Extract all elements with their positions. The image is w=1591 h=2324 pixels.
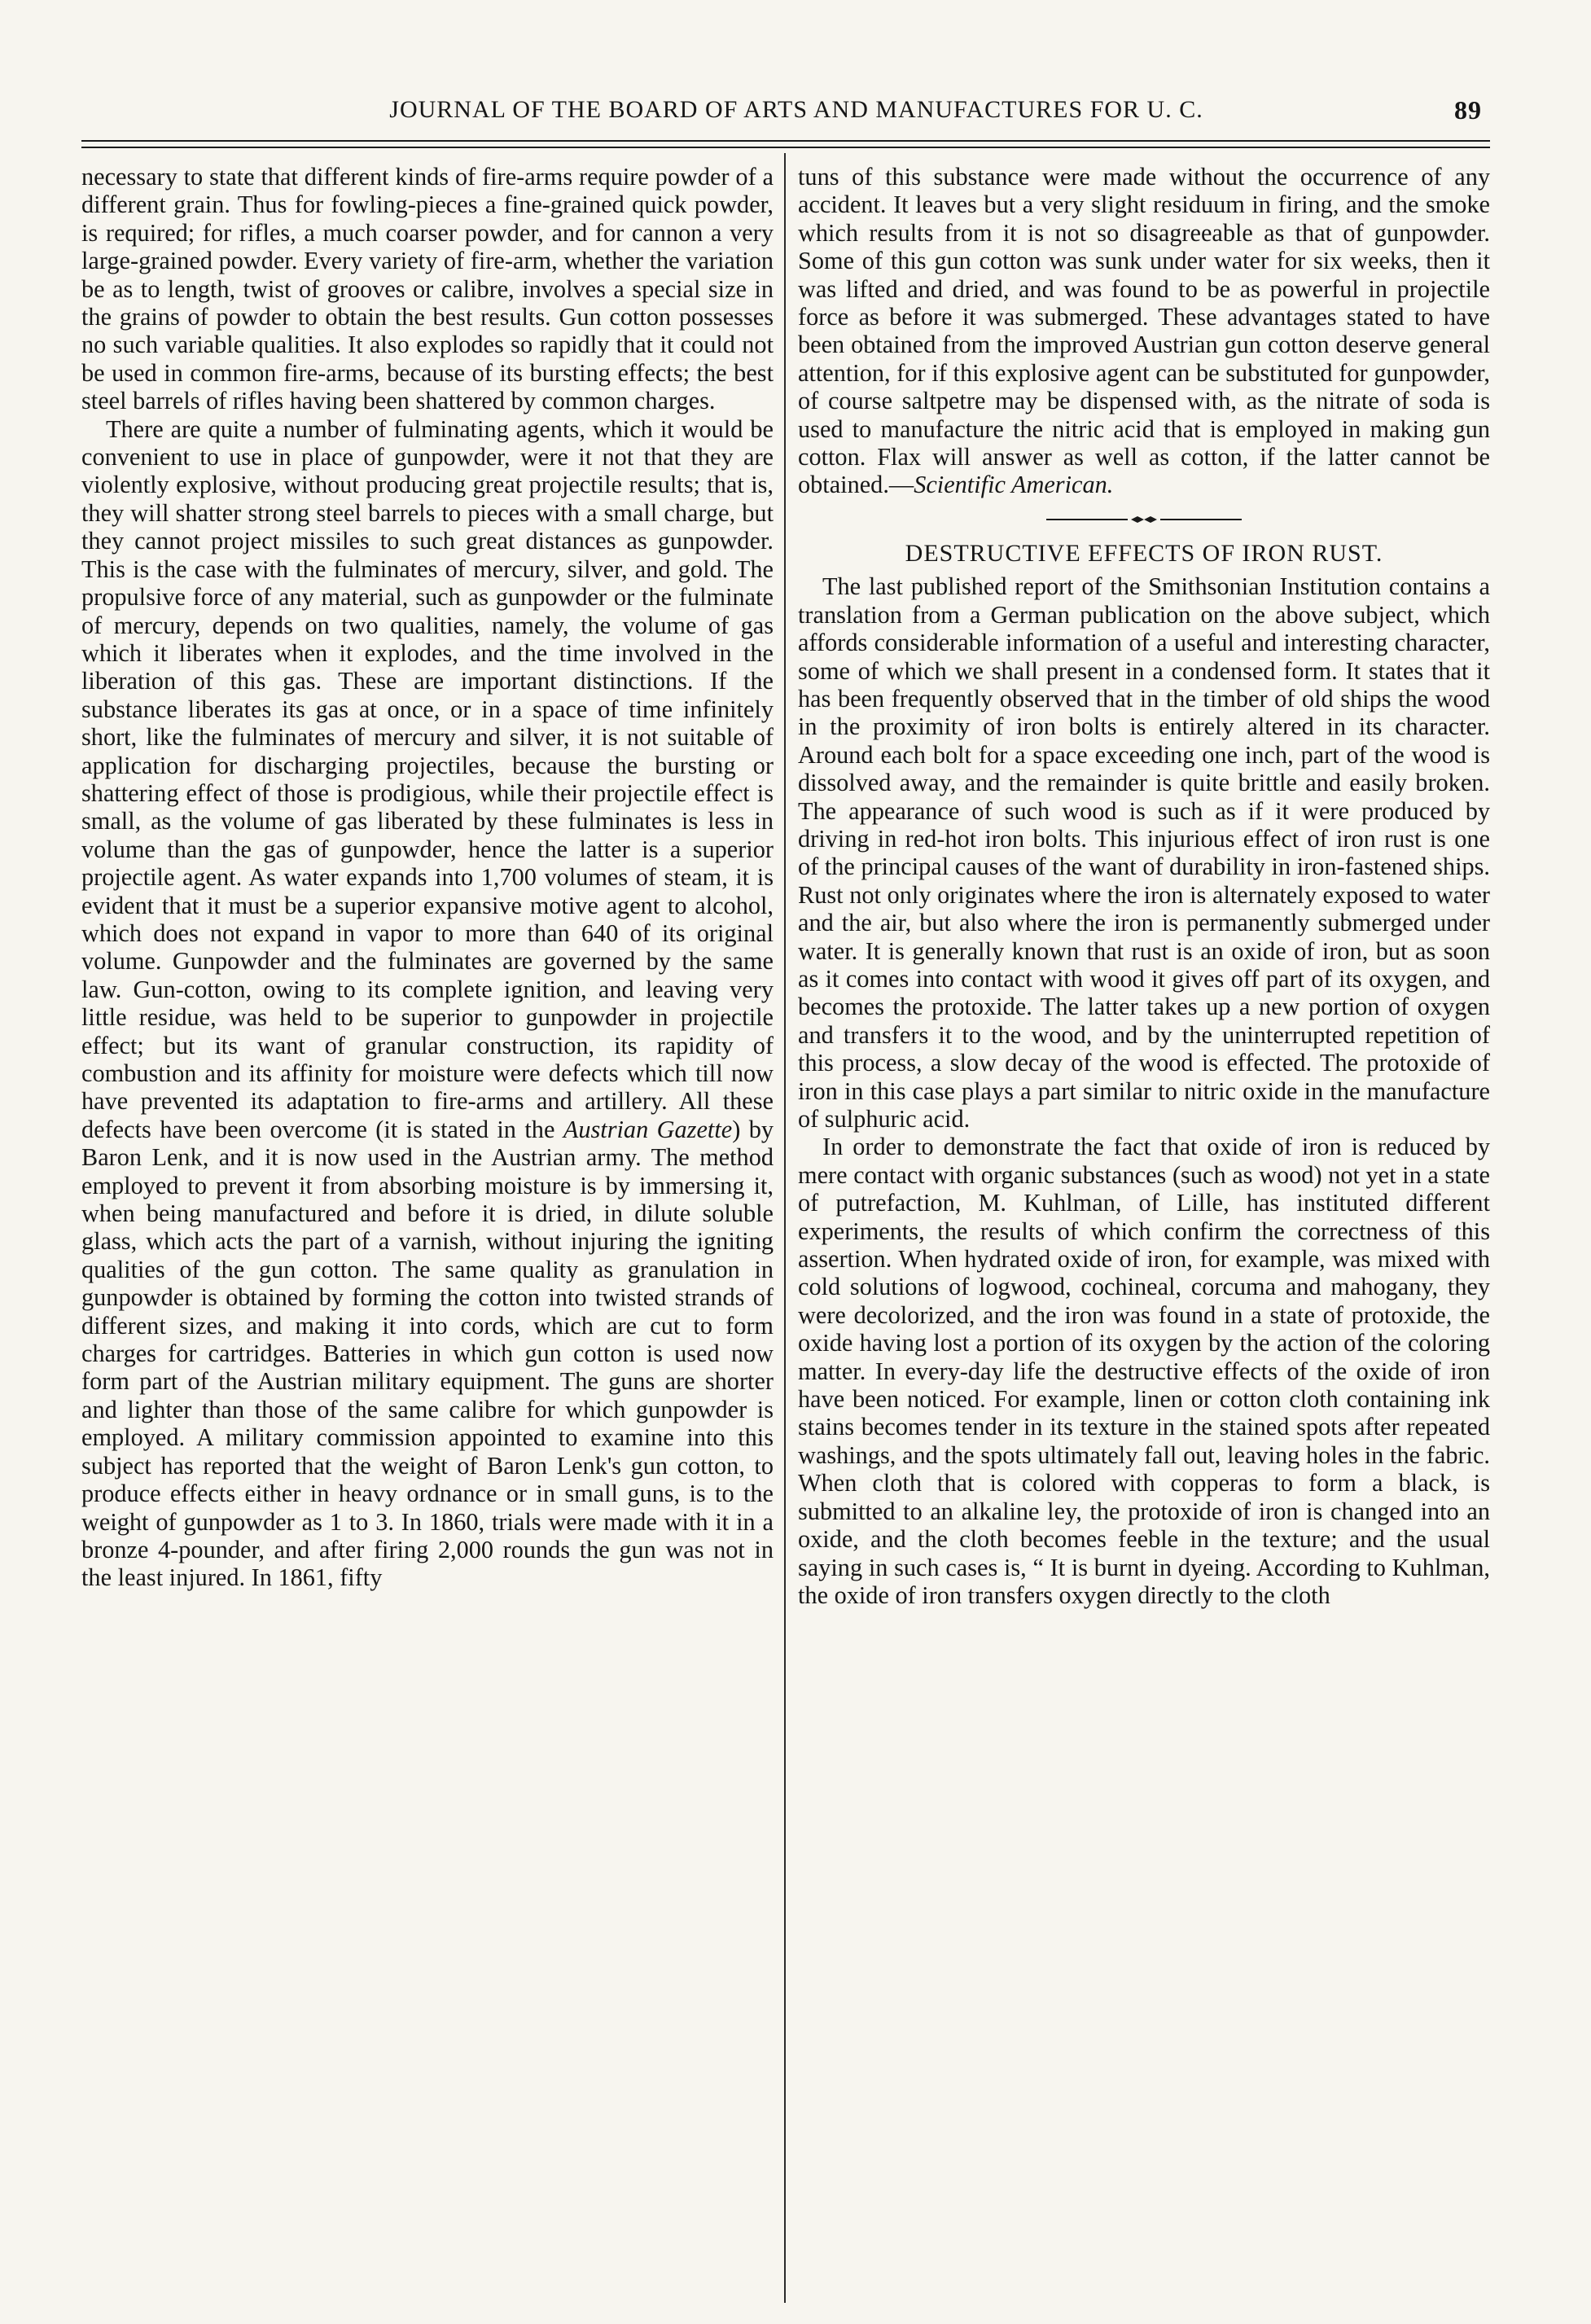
right-column [798, 163, 1490, 2296]
column-divider [784, 153, 786, 2303]
journal-title: JOURNAL OF THE BOARD OF ARTS AND MANUFACTURES FOR U. C. [389, 96, 1203, 123]
header-double-rule [81, 140, 1490, 148]
right-paragraph-1-text: tuns of this substance were made without the occurrence of any accident. It leaves but a very slight residuum in firing, and the smoke which results from it is not so disagreeable as that of gunpowder. Some of this gun cotton was sunk under water for six weeks, then it was lifted and dried, and was found to be as powerful in projectile force as before it was submerged. These advantages stated to have been obtained from the improved Austrian gun cotton deserve general attention, for if this explosive agent can be substituted for gunpowder, of course saltpetre may be dispensed with, as the nitrate of soda is used to manufacture the nitric acid that is employed in making gun cotton. Flax will answer as well as cotton, if the latter cannot be obtained.— [798, 163, 1490, 499]
left-paragraph-1: necessary to state that different kinds of fire-arms require powder of a different grain. Thus for fowling-pieces a fine-grained quick powder, is required; for rifles, a much coarser powder, and for cannon a very large-grained powder. Every variety of fire-arm, whether the variation be as to length, twist of grooves or calibre, involves a special size in the grains of powder to obtain the best results. Gun cotton possesses no such variable qualities. It also explodes so rapidly that it could not be used in common fire-arms, because of its bursting effects; the best steel barrels of rifles having been shattered by common charges. [81, 163, 774, 415]
section-ornament [1046, 514, 1242, 525]
right-paragraph-2: The last published report of the Smithsonian Institution contains a translation from a German publication on the above subject, which affords considerable information of a useful and interesting character, some of which we shall present in a condensed form. It states that it has been frequently observed that in the timber of old ships the wood in the proximity of iron bolts is entirely altered in its character. Around each bolt for a space exceeding one inch, part of the wood is dissolved away, and the remainder is quite brittle and easily broken. The appearance of such wood is such as if it were produced by driving in red-hot iron bolts. This injurious effect of iron rust is one of the principal causes of the want of durability in iron-fastened ships. Rust not only originates where the iron is alternately exposed to water and the air, but also where the iron is permanently submerged under water. It is generally known that rust is an oxide of iron, but as soon as it comes into contact with wood it gives off part of its oxygen, and becomes the protoxide. The latter takes up a new portion of oxygen and transfers it to the wood, and by the uninterrupted repetition of this process, a slow decay of the wood is effected. The protoxide of iron in this case plays a part similar to nitric oxide in the manufacture of sulphuric acid. [798, 572, 1490, 1133]
running-header [90, 90, 1482, 130]
left-column [81, 163, 774, 2296]
source-citation: Scientific American. [914, 471, 1114, 499]
right-paragraph-1 [798, 163, 1490, 499]
austrian-gazette-citation: Austrian Gazette [563, 1115, 733, 1143]
left-paragraph-2-text-b: ) by Baron Lenk, and it is now used in the Austrian army. The method employed to prevent it from absorbing moisture is by immersing it, when being manufactured and before it is dried, in dilute soluble glass, which acts the part of a varnish, without injuring the igniting qualities of the gun cotton. The same quality as granulation in gunpowder is obtained by forming the cotton into twisted strands of different sizes, and making it into cords, which are cut to form charges for cartridges. Batteries in which gun cotton is used now form part of the Austrian military equipment. The guns are shorter and lighter than those of the same calibre for which gunpowder is employed. A military commission appointed to examine into this subject has reported that the weight of Baron Lenk's gun cotton, to produce effects either in heavy ordnance or in small guns, is to the weight of gunpowder as 1 to 3. In 1860, trials were made with it in a bronze 4-pounder, and after firing 2,000 rounds the gun was not in the least injured. In 1861, fifty [81, 1115, 774, 1592]
left-paragraph-2-text-a: There are quite a number of fulminating agents, which it would be convenient to use in place of gunpowder, were it not that they are violently explosive, without producing great projectile results; that is, they will shatter strong steel barrels to pieces with a small charge, but they cannot project missiles to such great distances as gunpowder. This is the case with the fulminates of mercury, silver, and gold. The propulsive force of any material, such as gunpowder or the fulminate of mercury, depends on two qualities, namely, the volume of gas which it liberates when it explodes, and the time involved in the liberation of this gas. These are important distinctions. If the substance liberates its gas at once, or in a space of time infinitely short, like the fulminates of mercury and silver, it is not suitable of application for discharging projectiles, because the bursting or shattering effect of those is prodigious, while their projectile effect is small, as the volume of gas liberated by these fulminates is less in volume than the gas of gunpowder, hence the latter is a superior projectile agent. As water expands into 1,700 volumes of steam, it is evident that it must be a superior expansive motive agent to alcohol, which does not expand in vapor to more than 640 of its original volume. Gunpowder and the fulminates are governed by the same law. Gun-cotton, owing to its complete ignition, and leaving very little residue, was held to be superior to gunpowder in projectile effect; but its want of granular construction, its rapidity of combustion and its affinity for moisture were defects which till now have prevented its adaptation to fire-arms and artillery. All these defects have been overcome (it is stated in the [81, 414, 774, 1143]
page-number: 89 [1454, 94, 1482, 125]
section-heading: DESTRUCTIVE EFFECTS OF IRON RUST. [905, 539, 1383, 567]
left-paragraph-2 [81, 415, 774, 1592]
right-paragraph-3: In order to demonstrate the fact that oxide of iron is reduced by mere contact with organic substances (such as wood) not yet in a state of putrefaction, M. Kuhlman, of Lille, has instituted different experiments, the results of which confirm the correctness of this assertion. When hydrated oxide of iron, for example, was mixed with cold solutions of logwood, cochineal, corcuma and mahogany, they were decolorized, and the iron was found in a state of protoxide, the oxide having lost a portion of its oxygen by the action of the coloring matter. In every-day life the destructive effects of the oxide of iron have been noticed. For example, linen or cotton cloth containing ink stains becomes tender in its texture in the stained spots after repeated washings, and the spots ultimately fall out, leaving holes in the fabric. When cloth that is colored with copperas to form a black, is submitted to an alkaline ley, the protoxide of iron is changed into an oxide, and the cloth becomes feeble in the texture; and the usual saying in such cases is, “ It is burnt in dyeing. According to Kuhlman, the oxide of iron transfers oxygen directly to the cloth [798, 1133, 1490, 1609]
